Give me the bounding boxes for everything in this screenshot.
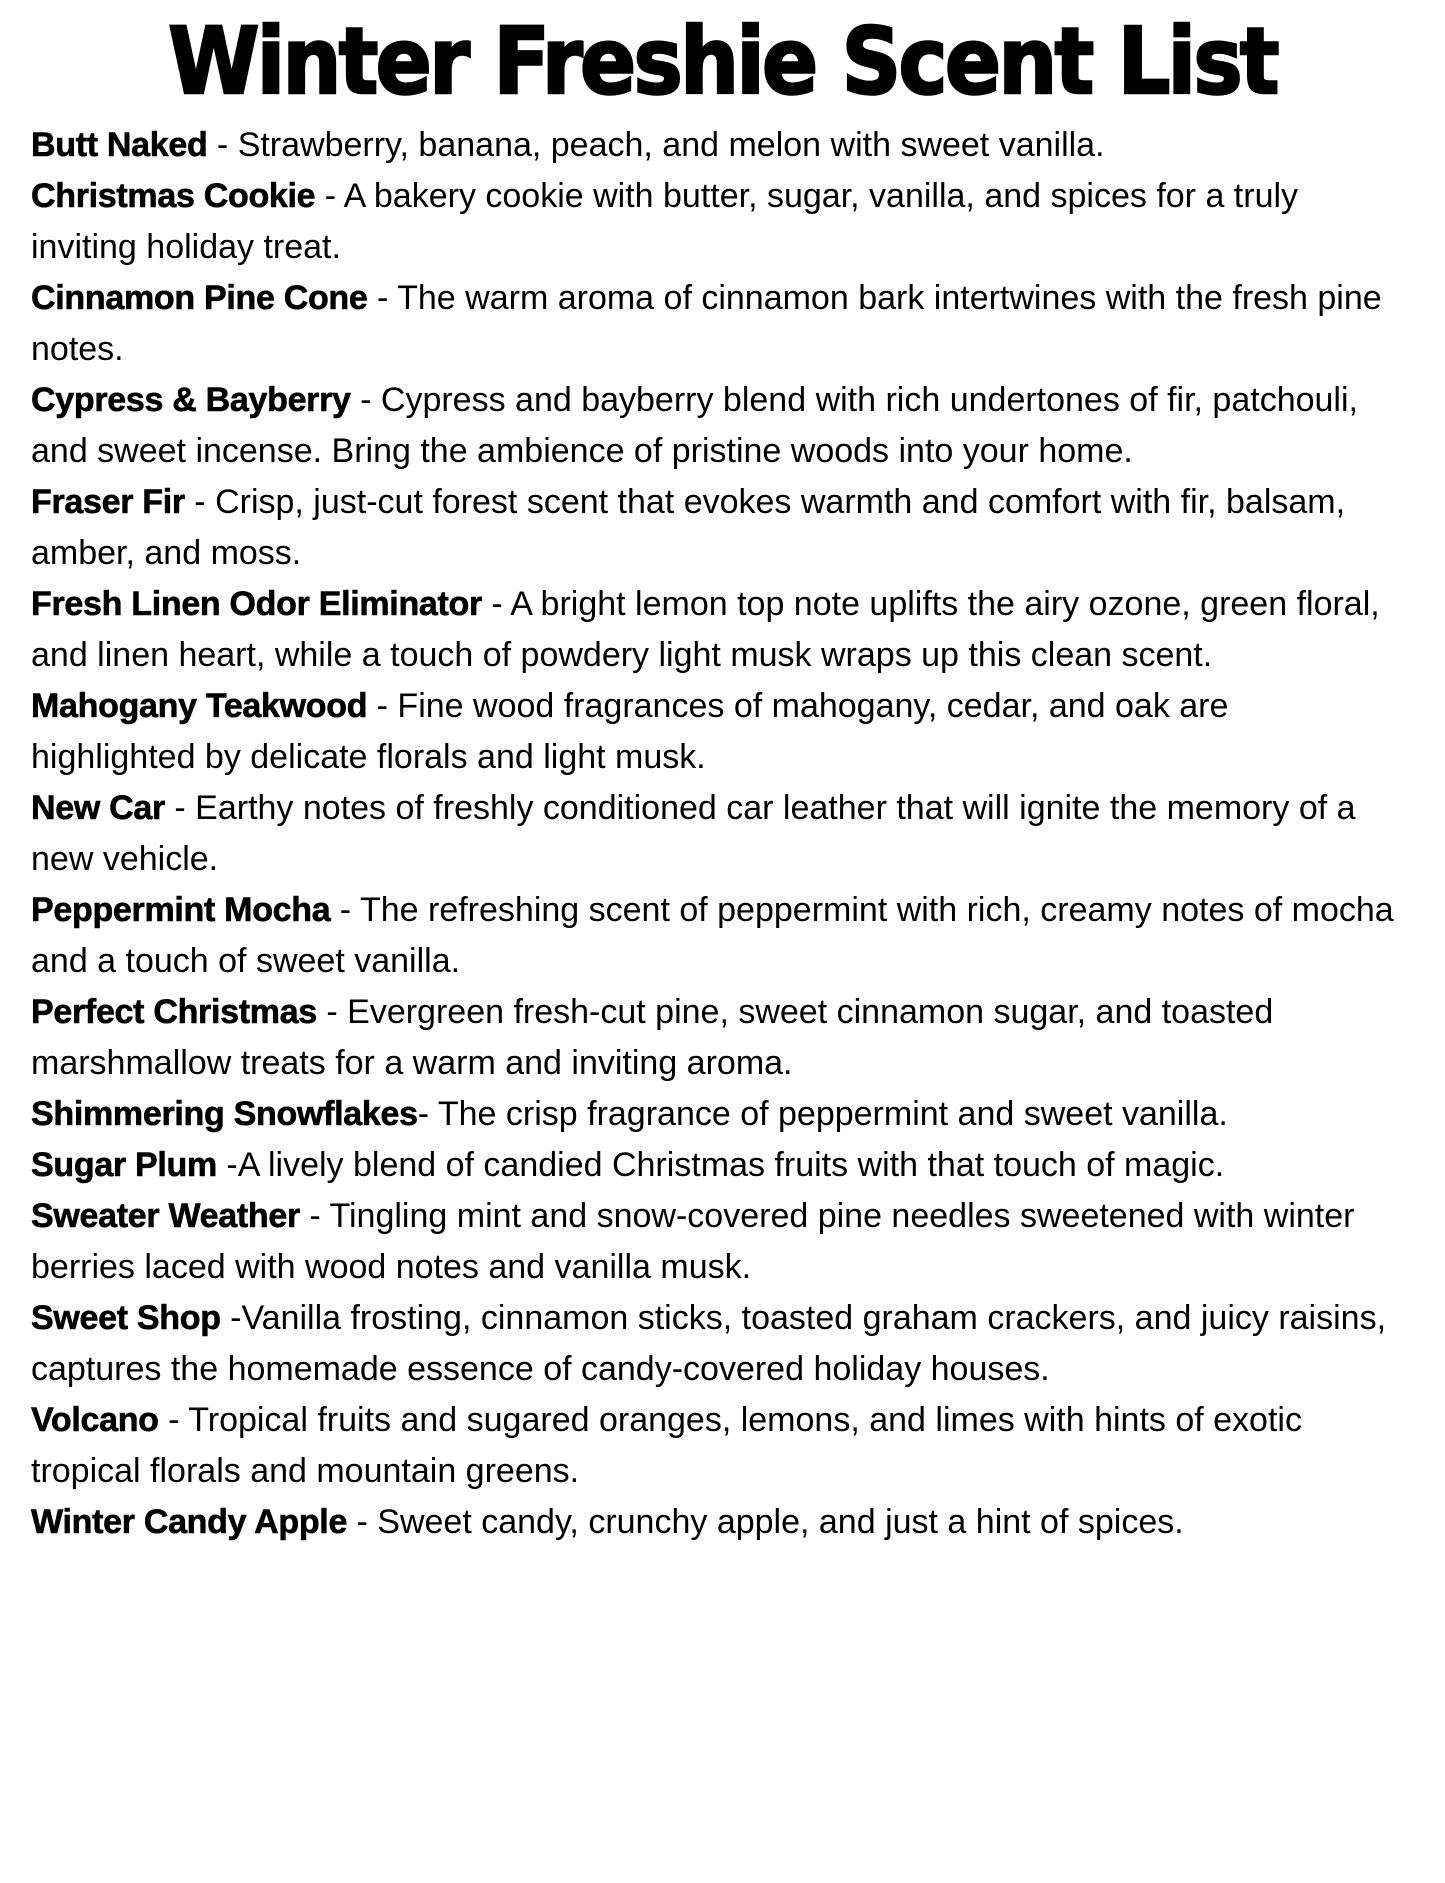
scent-entry	[31, 1191, 1399, 1293]
scent-entry	[31, 783, 1399, 885]
scent-description: Strawberry, banana, peach, and melon with sweet vanilla.	[237, 126, 1105, 164]
scent-name: Sweater Weather	[31, 1197, 300, 1235]
scent-entry	[31, 273, 1399, 375]
scent-name: Volcano	[31, 1401, 159, 1439]
scent-entry	[31, 681, 1399, 783]
scent-description: A lively blend of candied Christmas fruits with that touch of magic.	[237, 1146, 1225, 1184]
scent-name: Christmas Cookie	[31, 177, 316, 215]
scent-name: Fresh Linen Odor Eliminator	[31, 585, 482, 623]
scent-description: The refreshing scent of peppermint with rich, creamy notes of mocha and a touch of sweet vanilla.	[31, 891, 1394, 980]
scent-description: The warm aroma of cinnamon bark intertwines with the fresh pine notes.	[31, 279, 1382, 368]
scent-separator: -	[417, 1095, 438, 1133]
scent-name: Sweet Shop	[31, 1299, 221, 1337]
scent-entry	[31, 120, 1399, 171]
scent-entry	[31, 987, 1399, 1089]
scent-separator: -	[315, 177, 344, 215]
scent-description: Earthy notes of freshly conditioned car leather that will ignite the memory of a new vehicle.	[31, 789, 1356, 878]
scent-description: Evergreen fresh-cut pine, sweet cinnamon sugar, and toasted marshmallow treats for a warm and inviting aroma.	[31, 993, 1274, 1082]
scent-name: Shimmering Snowflakes	[31, 1095, 418, 1133]
scent-description: A bright lemon top note uplifts the airy ozone, green floral, and linen heart, while a touch of powdery light musk wraps up this clean scent.	[31, 585, 1380, 674]
scent-entry	[31, 579, 1399, 681]
scent-description: Tingling mint and snow-covered pine needles sweetened with winter berries laced with wood notes and vanilla musk.	[31, 1197, 1355, 1286]
scent-description: Vanilla frosting, cinnamon sticks, toasted graham crackers, and juicy raisins, captures the homemade essence of candy-covered holiday houses.	[31, 1299, 1387, 1388]
scent-separator: -	[367, 279, 398, 317]
scent-separator: -	[216, 1146, 238, 1184]
scent-name: Cinnamon Pine Cone	[31, 279, 368, 317]
scent-entry	[31, 375, 1399, 477]
scent-entry	[31, 1089, 1399, 1140]
scent-name: Peppermint Mocha	[31, 891, 331, 929]
scent-separator: -	[316, 993, 348, 1031]
scent-separator: -	[347, 1503, 378, 1541]
scent-name: Butt Naked	[31, 126, 208, 164]
scent-name: Sugar Plum	[31, 1146, 217, 1184]
scent-separator: -	[158, 1401, 189, 1439]
scent-separator: -	[220, 1299, 242, 1337]
scent-entry	[31, 477, 1399, 579]
scent-name: Fraser Fir	[31, 483, 185, 521]
scent-separator: -	[207, 126, 238, 164]
scent-entry	[31, 1293, 1399, 1395]
scent-name: Mahogany Teakwood	[31, 687, 368, 725]
scent-entry	[31, 1140, 1399, 1191]
scent-entry	[31, 885, 1399, 987]
page-title: Winter Freshie Scent List	[168, 8, 1277, 115]
scent-name: Perfect Christmas	[31, 993, 317, 1031]
scent-entry	[31, 171, 1399, 273]
scent-separator: -	[481, 585, 511, 623]
scent-name: New Car	[31, 789, 165, 827]
scent-separator: -	[367, 687, 398, 725]
scent-separator: -	[299, 1197, 330, 1235]
scent-name: Cypress & Bayberry	[31, 381, 351, 419]
scent-entry	[31, 1395, 1399, 1497]
scent-name: Winter Candy Apple	[31, 1503, 348, 1541]
scent-separator: -	[164, 789, 196, 827]
scent-separator: -	[330, 891, 360, 929]
scent-description: Sweet candy, crunchy apple, and just a hint of spices.	[377, 1503, 1184, 1541]
scent-separator: -	[184, 483, 216, 521]
scent-description: Crisp, just-cut forest scent that evokes warmth and comfort with fir, balsam, amber, and moss.	[31, 483, 1346, 572]
scent-list	[0, 120, 1445, 1548]
scent-description: The crisp fragrance of peppermint and sweet vanilla.	[437, 1095, 1228, 1133]
scent-description: A bakery cookie with butter, sugar, vanilla, and spices for a truly inviting holiday treat.	[31, 177, 1299, 266]
scent-entry	[31, 1497, 1399, 1548]
scent-description: Tropical fruits and sugared oranges, lemons, and limes with hints of exotic tropical florals and mountain greens.	[31, 1401, 1302, 1490]
scent-description: Cypress and bayberry blend with rich undertones of fir, patchouli, and sweet incense. Bring the ambience of pristine woods into your home.	[31, 381, 1358, 470]
document-page	[0, 8, 1445, 1883]
scent-description: Fine wood fragrances of mahogany, cedar, and oak are highlighted by delicate florals and light musk.	[31, 687, 1229, 776]
scent-separator: -	[350, 381, 381, 419]
